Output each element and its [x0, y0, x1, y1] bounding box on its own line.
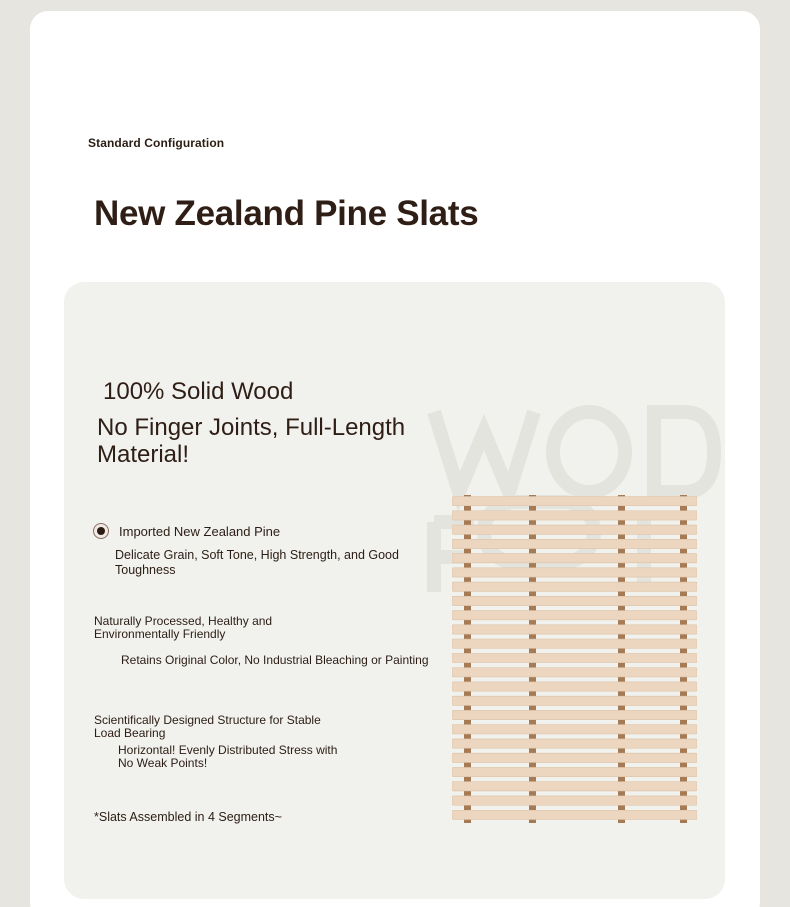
feature-description: Delicate Grain, Soft Tone, High Strength, and Good Toughness	[115, 548, 399, 577]
product-card	[30, 11, 760, 907]
finger-joints-headline: No Finger Joints, Full-Length Material!	[97, 414, 406, 468]
feature-description: Horizontal! Evenly Distributed Stress with No Weak Points!	[118, 743, 338, 770]
section-kicker: Standard Configuration	[88, 136, 225, 150]
feature-label: Imported New Zealand Pine	[119, 523, 281, 539]
pine-slat-frame-image	[452, 495, 697, 823]
feature-label: Naturally Processed, Healthy and Environmentally Friendly	[94, 614, 273, 641]
radio-selected-icon[interactable]	[93, 523, 109, 539]
feature-panel	[64, 282, 725, 899]
page-title: New Zealand Pine Slats	[94, 194, 479, 233]
footnote: *Slats Assembled in 4 Segments~	[94, 810, 282, 824]
feature-description: Retains Original Color, No Industrial Bleaching or Painting	[121, 653, 429, 667]
feature-imported-pine[interactable]	[93, 523, 280, 539]
feature-label: Scientifically Designed Structure for Stable Load Bearing	[94, 713, 321, 740]
solid-wood-headline: 100% Solid Wood	[103, 378, 294, 405]
